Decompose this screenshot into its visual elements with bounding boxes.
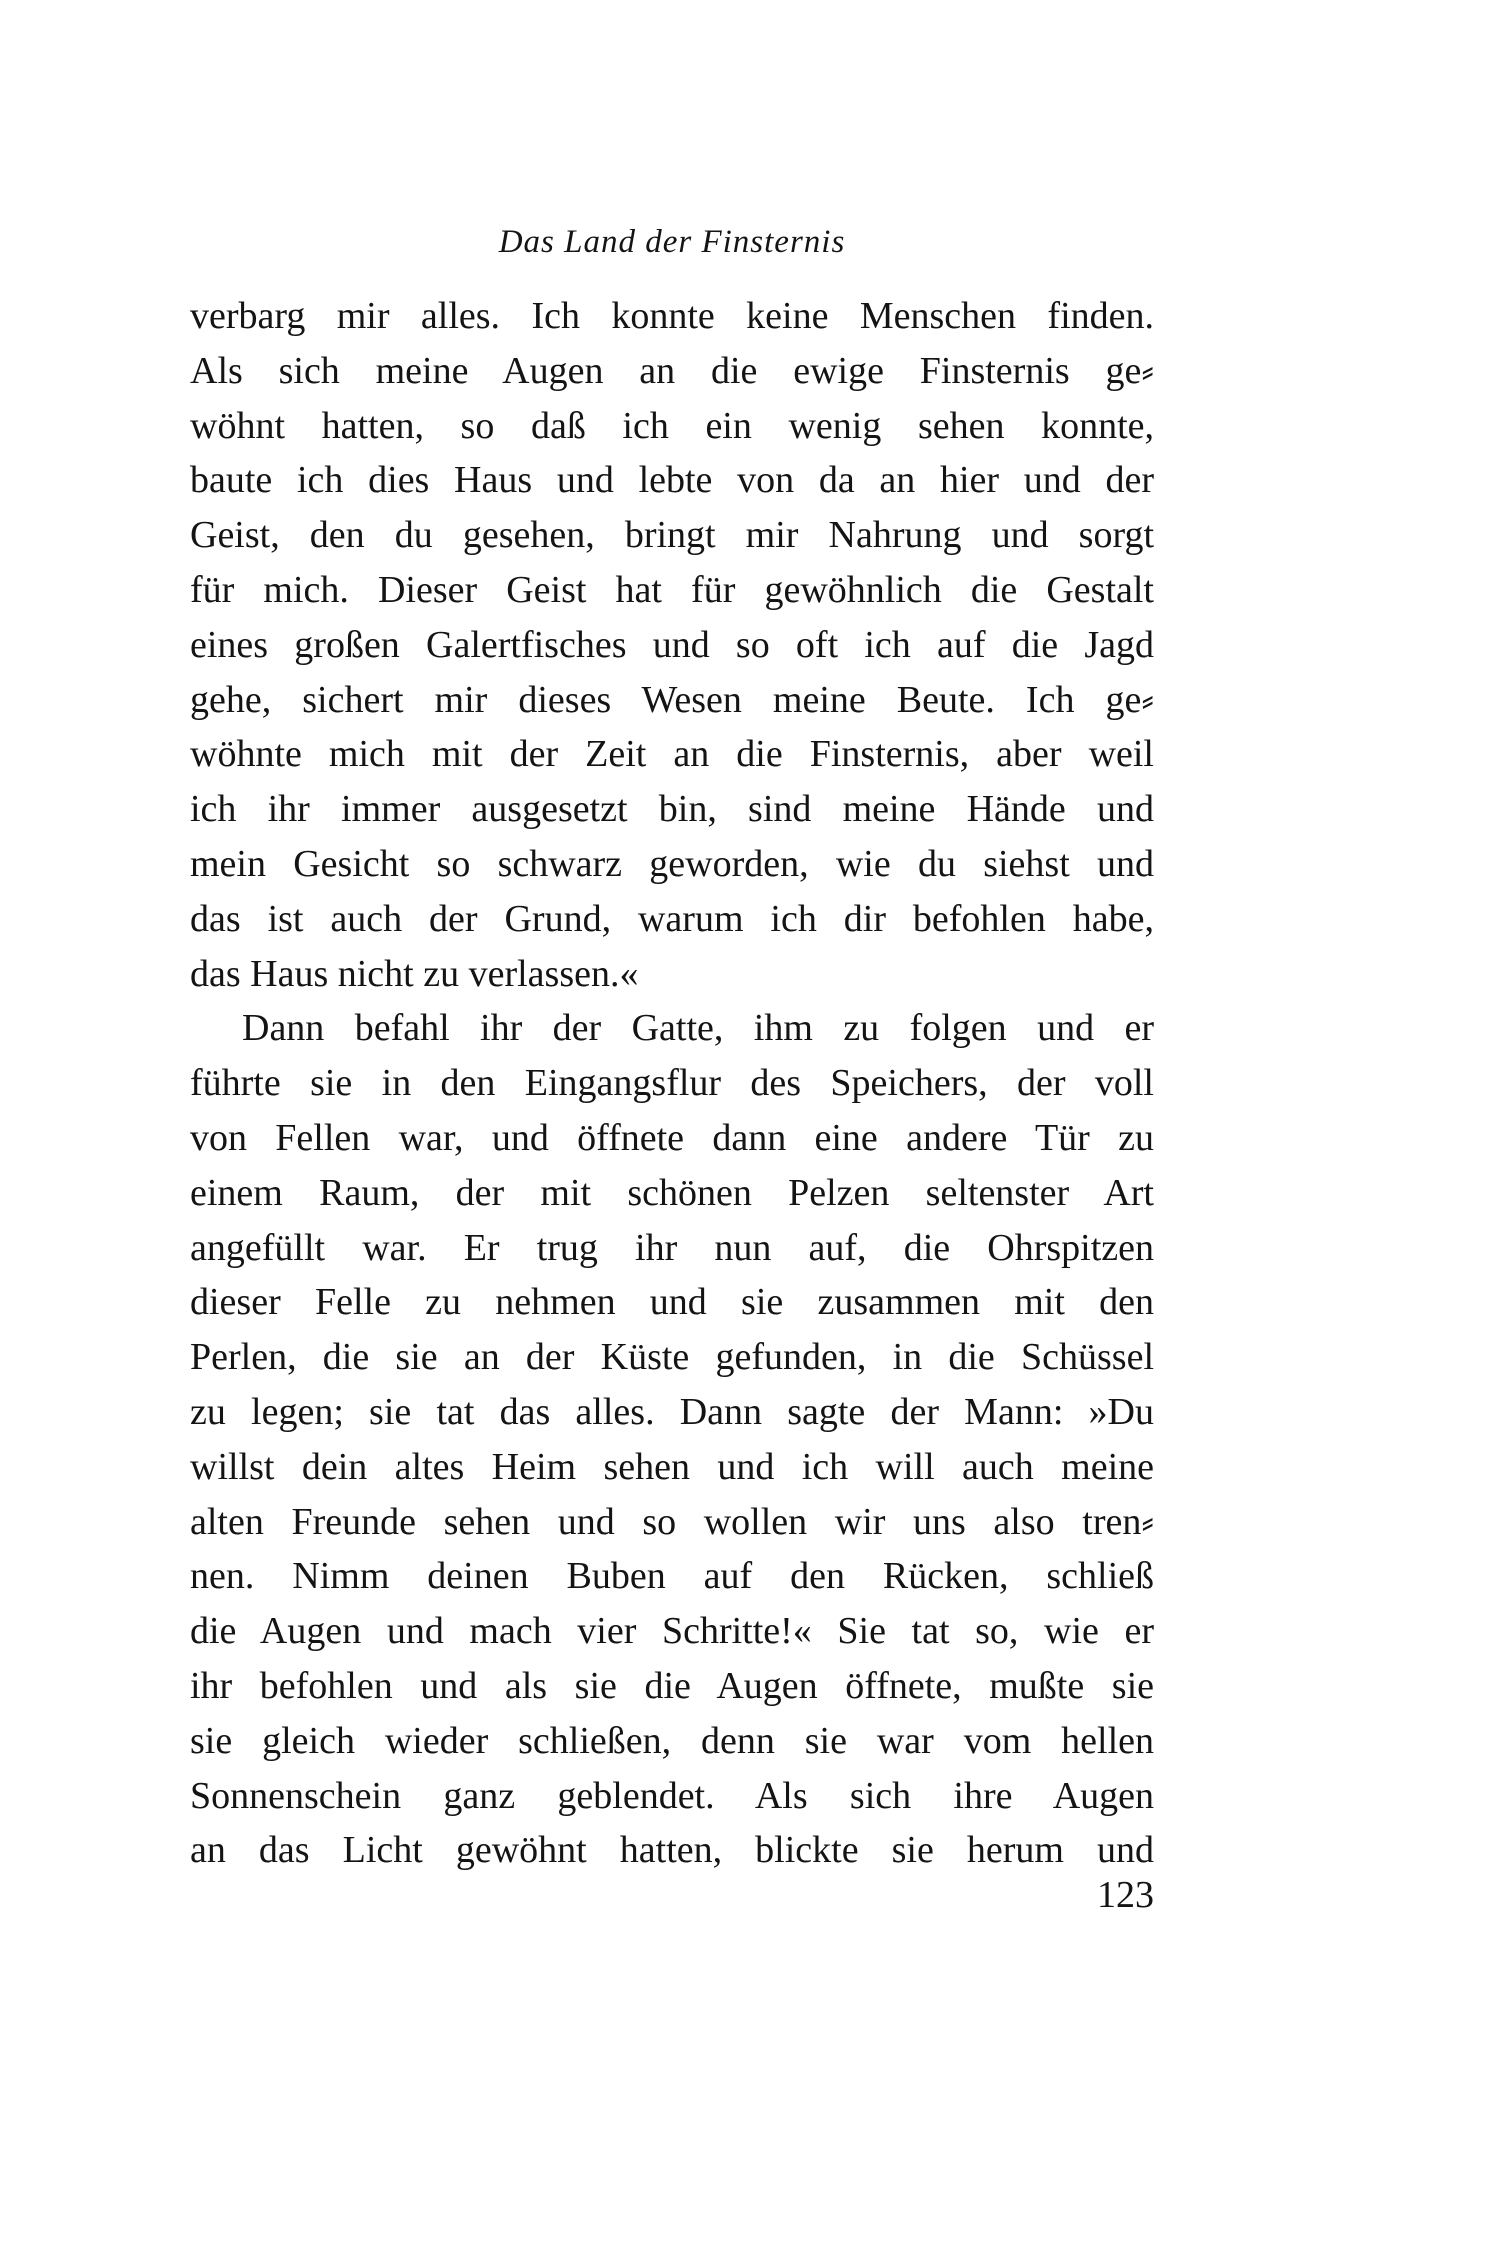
text-line: ich ihr immer ausgesetzt bin, sind meine Hände und [190,788,1154,831]
text-line: wöhnte mich mit der Zeit an die Finsternis, aber weil [190,733,1154,776]
text-line: mein Gesicht so schwarz geworden, wie du siehst und [190,842,1154,885]
text-line: Geist, den du gesehen, bringt mir Nahrung und sorgt [190,514,1154,557]
text-line: nen. Nimm deinen Buben auf den Rücken, schließ [190,1555,1154,1598]
running-title: Das Land der Finsternis [498,224,846,260]
text-line: an das Licht gewöhnt hatten, blickte sie herum und [190,1829,1154,1872]
text-line: verbarg mir alles. Ich konnte keine Menschen finden. [190,295,1154,337]
text-line: ihr befohlen und als sie die Augen öffnete, mußte sie [190,1664,1154,1707]
text-line: einem Raum, der mit schönen Pelzen seltenster Art [190,1171,1154,1214]
text-line: Sonnenschein ganz geblendet. Als sich ihre Augen [190,1774,1154,1817]
text-line: wöhnt hatten, so daß ich ein wenig sehen konnte, [190,404,1154,447]
paragraph [190,1001,1154,1878]
text-line: willst dein altes Heim sehen und ich will auch meine [190,1445,1154,1488]
text-line: angefüllt war. Er trug ihr nun auf, die Ohrspitzen [190,1226,1154,1269]
text-line: von Fellen war, und öffnete dann eine andere Tür zu [190,1116,1154,1159]
page-number: 123 [1097,1874,1154,1916]
text-line: Dann befahl ihr der Gatte, ihm zu folgen und er [242,1007,1154,1050]
text-line: sie gleich wieder schließen, denn sie war vom hellen [190,1719,1154,1762]
text-line: Perlen, die sie an der Küste gefunden, in die Schüssel [190,1336,1154,1379]
text-line: gehe, sichert mir dieses Wesen meine Beute. Ich ge⸗ [190,678,1154,721]
text-line: die Augen und mach vier Schritte!« Sie tat so, wie er [190,1610,1154,1653]
text-line: dieser Felle zu nehmen und sie zusammen mit den [190,1281,1154,1324]
text-line: zu legen; sie tat das alles. Dann sagte der Mann: »Du [190,1390,1154,1433]
text-line: alten Freunde sehen und so wollen wir uns also tren⸗ [190,1500,1154,1543]
paragraph [190,289,1154,1001]
text-line: Als sich meine Augen an die ewige Finsternis ge⸗ [190,349,1154,392]
body-text [190,289,1154,1878]
text-line: das Haus nicht zu verlassen.« [190,952,639,995]
text-line: das ist auch der Grund, warum ich dir befohlen habe, [190,897,1154,940]
text-line: für mich. Dieser Geist hat für gewöhnlich die Gestalt [190,568,1154,611]
text-line: baute ich dies Haus und lebte von da an hier und der [190,459,1154,502]
text-line: eines großen Galertfisches und so oft ich auf die Jagd [190,623,1154,666]
text-line: führte sie in den Eingangsflur des Speichers, der voll [190,1062,1154,1105]
